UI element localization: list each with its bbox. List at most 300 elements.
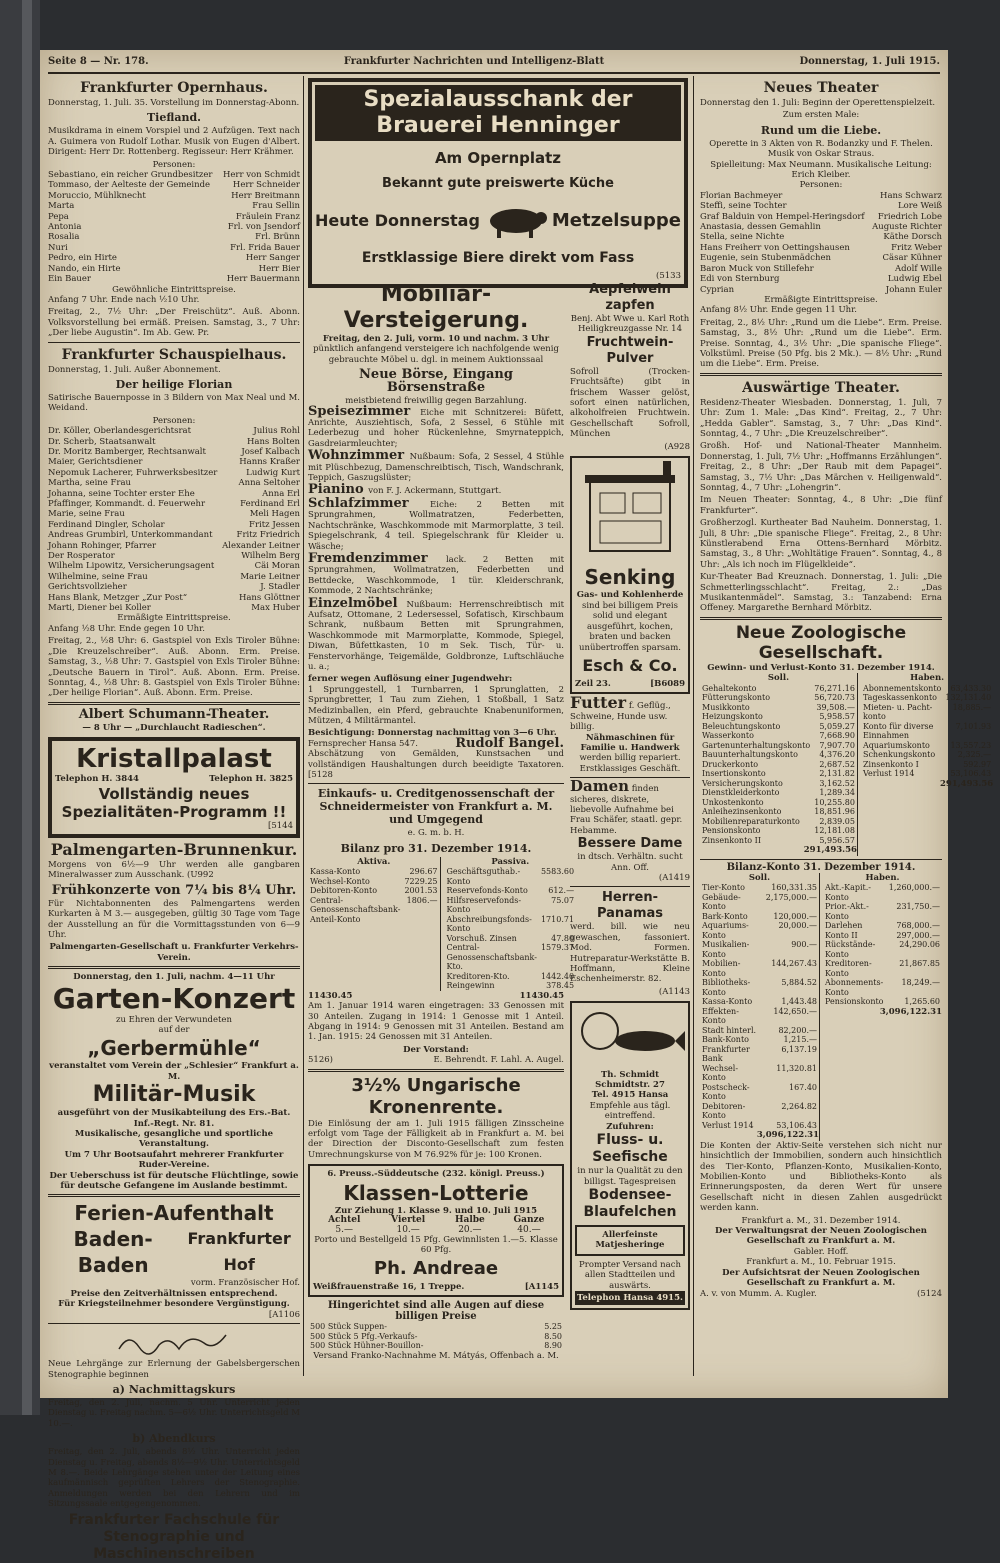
schneider-aktiva-label: Wechsel-Konto — [310, 876, 370, 886]
preise-row — [308, 1341, 564, 1351]
opernhaus-cast-role: Nuri — [48, 242, 68, 253]
zoo-bhaben-label: Rückstände-Konto — [825, 940, 876, 959]
zoo-bsoll-value: 1,443.48 — [781, 997, 817, 1007]
mobiliar-item — [308, 403, 564, 450]
schauspielhaus-cast-actor: Max Huber — [251, 603, 300, 614]
auswaertig-item: Großherzogl. Kurtheater Bad Nauheim. Donnerstag, 1. Juli, 8 Uhr: „Die spanische Fliege“. Freitag, 2., 8 Uhr: Künstlerabend Erna Ottens-Bernhard Mörbitz. Samstag, 3., 8 Uhr: „Wohltätige Frauen“. Sonntag, 4., 8 Uhr: „Als ich noch im Flügelkleide“. — [700, 518, 942, 570]
opernhaus-cast-actor: Herr Schneider — [232, 180, 300, 191]
neues-play: Rund um die Liebe. — [760, 123, 882, 137]
zoo-bsoll-value: 6,137.19 — [781, 1044, 817, 1054]
schneider-passiva-row — [445, 896, 577, 915]
mobiliar-item-text: Nußbaum: Herrenschreibtisch mit Aufsatz, Ottomane, 2 Ledersessel, Sofatisch, Kirschbaum Schrank, nußbaum Betten mit Sprungrahmen, Waschkommode mit Marmorplatte, Kommode, Spiegel, Diwan, Büfettkasten, 10 m Sek. Tisch, Tür- u. Fenstervorhänge, Teigemälde, Goldbronze, Luftschläuche u. a.; — [308, 599, 564, 672]
zoo-bhaben-label: Abonnements-Konto — [825, 978, 884, 997]
mobiliar-items — [308, 403, 564, 673]
neues-text: Operette in 3 Akten von R. Bodanzky und F. Thelen. Musik von Oskar Straus. — [709, 138, 933, 160]
zoo-soll-value: 10,255.80 — [814, 797, 855, 807]
schauspielhaus-title: Frankfurter Schauspielhaus. — [61, 346, 287, 363]
zoo-bsoll-label: Stadt hinterl. — [702, 1025, 757, 1035]
gartenkonzert-sub5: Musikalische, gesangliche und sportliche Veranstaltung. — [74, 1129, 274, 1150]
schneider-passiva-label: Kreditoren-Kto. — [446, 971, 510, 981]
schauspielhaus-cast-role: Marie, seine Frau — [48, 509, 125, 520]
zoo-haben-row — [861, 684, 993, 694]
apfelwein-ftext: Sofroll (Trocken-Fruchtsäfte) gibt in frischem Wasser gelöst, sofort einen natürlichen, alkoholfreien Fruchtwein. Geschellschaft Sofroll, München — [570, 366, 690, 440]
neues-next: Freitag, 2., 8½ Uhr: „Rund um die Liebe“. Erm. Preise. Samstag, 3., 8½ Uhr: „Rund um die Liebe“. Erm. Preise. Sonntag, 4., 3½ Uhr: „Die spanische Fliege“. Volkstüml. Preise (50 Pfg. bis 2 Mk.). — 8½ Uhr: „Rund um die Liebe“. Erm. Preise. — [700, 317, 942, 370]
palmengarten-konzert: Frühkonzerte von 7¼ bis 8¼ Uhr. — [51, 882, 297, 898]
lotterie-head-cell: Halbe — [454, 1215, 485, 1226]
zoo-soll-total: 291,493.56 — [803, 845, 857, 856]
zoo-bsoll-row — [700, 1026, 819, 1036]
lotterie-name: Ph. Andreae — [373, 1257, 499, 1279]
zoo-bsoll-value: 167.40 — [789, 1082, 817, 1092]
zoo-haben-value: 132,131.40 — [945, 693, 992, 703]
neues-cast-role: Anastasia, dessen Gemahlin — [700, 222, 821, 233]
henninger-left: Heute Donnerstag — [315, 211, 480, 230]
schneider-passiva-value: 612.— — [548, 886, 575, 896]
neues-title: Neues Theater — [763, 80, 879, 96]
auswaertig-item: Im Neuen Theater: Sonntag, 4., 8 Uhr: „Die fünf Frankfurter“. — [700, 495, 942, 516]
zoo-bhaben-value: 1,260,000.— — [888, 883, 940, 893]
schneider-passiva-value: 378.45 — [546, 981, 575, 991]
column-left — [48, 76, 300, 1562]
schauspielhaus-cast-role: Pfaffinger, Kommandt. d. Feuerwehr — [48, 499, 206, 509]
schneider-total-left: 11430.45 — [308, 990, 353, 1001]
zoo-haben-label: Schenkungskonto — [862, 750, 936, 760]
neues-cast-actor: Hans Schwarz — [880, 190, 942, 201]
auswaertig-items — [700, 398, 942, 614]
gartenkonzert-sub4: ausgeführt von der Musikabteilung des Ers.-Bat. Inf.-Regt. Nr. 81. — [57, 1108, 291, 1129]
zoo-date2: Frankfurt a. M., 10. Februar 1915. — [746, 1257, 896, 1268]
henninger-sub: Am Opernplatz — [434, 149, 562, 167]
auswaertig-title: Auswärtige Theater. — [742, 379, 900, 396]
ungarische-text: Die Einlösung der am 1. Juli 1915 fälligen Zinsscheine erfolgt vom Tage der Fälligkeit ab in Frankfurt a. M. bei der Direction der Disconto-Gesellschaft zum festen Umrechnungskurse von M 76.92% für je: 100 Kronen. — [308, 1118, 564, 1160]
senking-addr: Zeil 23. — [575, 678, 611, 689]
gartenkonzert-sub7: Der Ueberschuss ist für deutsche Flüchtlinge, sowie für deutsche Gefangene im Auslande bestimmt. — [49, 1170, 299, 1192]
schauspielhaus-times: Anfang ½8 Uhr. Ende gegen 10 Uhr. — [48, 623, 205, 634]
schauspielhaus-cast-actor: Cäi Moran — [254, 561, 300, 572]
schauspielhaus-cast-role: Ferdinand Dingler, Scholar — [48, 519, 165, 530]
schauspielhaus-play: Der heilige Florian — [115, 377, 233, 391]
preise-label: 500 Stück Hühner-Bouillon- — [310, 1341, 424, 1351]
zoo-soll-label: Druckerkonto — [702, 759, 759, 769]
zoo-soll-value: 18,851.96 — [814, 807, 855, 817]
newspaper-page — [40, 50, 994, 1562]
zoo-bsoll-row — [700, 1007, 819, 1026]
schauspielhaus-cast-actor: Hanns Kraßer — [239, 457, 300, 468]
zoo-haben-label: Mieten- u. Pacht-konto — [862, 702, 933, 722]
zoo-bsoll-label: Musikalien-Konto — [702, 940, 750, 959]
zoo-haben-label: Haben. — [910, 673, 945, 684]
zoo-haben-row — [861, 722, 993, 741]
kristallpalast-line2: Spezialitäten-Programm !! — [61, 802, 287, 821]
zoo-soll-label: Insertionskonto — [702, 769, 766, 779]
schauspielhaus-cast-actor: Alexander Leitner — [222, 540, 300, 551]
zoo-bhaben-row — [823, 940, 942, 959]
schneider-aktiva-row — [308, 896, 440, 925]
henninger-bottom: Erstklassige Biere direkt vom Fass — [361, 250, 635, 266]
zoo-bhaben-value: 1,265.60 — [904, 997, 940, 1007]
divider — [48, 1194, 300, 1197]
zoo-bsoll-label: Tier-Konto — [702, 883, 745, 893]
schneider-aktiva-value: 2001.53 — [404, 886, 438, 896]
preise-ad — [308, 1301, 564, 1361]
neues-cast-row — [700, 285, 942, 295]
gartenkonzert-ad — [48, 972, 300, 1191]
schneider-passiva-table — [445, 867, 577, 991]
ferien-row — [48, 1226, 300, 1278]
gartenkonzert-top: Donnerstag, den 1. Juli, nachm. 4—11 Uhr — [73, 972, 275, 983]
zoo-bsoll-value: 142,650.— — [773, 1006, 817, 1016]
schauspielhaus-cast-row — [48, 509, 300, 519]
zoo-council2: Der Aufsichtsrat der Neuen Zoologischen Gesellschaft zu Frankfurt a. M. — [722, 1267, 920, 1289]
zoo-soll-row — [700, 817, 857, 827]
zoo-bhaben-value: 24,290.06 — [899, 940, 940, 950]
senking-sub: Gas- und Kohlenherde — [576, 590, 684, 601]
preise-table — [308, 1322, 564, 1351]
zoo-bhaben-value: 297,000.— — [896, 930, 940, 940]
lotterie-addr-row — [313, 1282, 559, 1292]
neues-cast-row — [700, 264, 942, 274]
ferien-text1: Preise den Zeitverhältnissen entsprechend. — [70, 1288, 278, 1299]
henninger-code: (5133 — [656, 271, 681, 281]
preise-value: 5.25 — [544, 1322, 562, 1332]
schauspielhaus-cast-row — [48, 478, 300, 488]
schneider-passiva-row — [445, 867, 577, 886]
zoo-soll-value: 3,162.52 — [819, 778, 855, 788]
schneider-totals — [308, 991, 564, 1001]
zoo-soll-value: 5,059.27 — [819, 721, 855, 731]
futter-title: Futter — [570, 693, 627, 713]
apfelwein-text: Benj. Abt Wwe u. Karl Roth Heiligkreuzgasse Nr. 14 — [570, 314, 690, 335]
schneider-aktiva-value: 296.67 — [409, 867, 438, 877]
schmidt-matjes: Allerfeinste Matjesheringe — [575, 1225, 685, 1256]
zoo-haben-table — [861, 684, 993, 779]
zoo-bhaben-label: Prior.-Akt.-Konto — [825, 902, 869, 921]
schumann-section — [48, 708, 300, 733]
schmidt-zufuhr: Zufuhren: — [606, 1121, 654, 1132]
preise-footer: Versand Franko-Nachnahme M. Mátyás, Offenbach a. M. — [313, 1350, 559, 1361]
zoo-haben-value: 592.97 — [963, 759, 992, 769]
column-narrow — [570, 282, 690, 1382]
neues-cast — [700, 191, 942, 295]
zoo-bsoll-label: Bank-Konto — [702, 1035, 749, 1045]
zoo-bsoll-row — [700, 997, 819, 1007]
opernhaus-cast-role: Tommaso, der Aelteste der Gemeinde — [48, 180, 211, 191]
zoo-bsoll-label: Verlust 1914 — [702, 1120, 754, 1130]
schauspielhaus-cast-actor: Hans Bolten — [246, 436, 300, 447]
lotterie-ad — [308, 1164, 564, 1297]
divider — [48, 702, 300, 705]
futter-maschinen: Nähmaschinen für Familie u. Handwerk — [580, 732, 680, 753]
zoo-bsoll-value: 2,175,000.— — [765, 892, 817, 902]
schneider-passiva — [445, 857, 577, 991]
zoo-soll-label: Gehaltekonto — [702, 683, 757, 693]
zoo-bsoll-label: Aquariums-Konto — [702, 921, 749, 940]
zoo-haben-label: Verlust 1914 — [862, 769, 915, 779]
schauspielhaus-cast-actor: Hans Glöttner — [238, 592, 300, 603]
zoo-soll-row — [700, 731, 857, 741]
schmidt-footer: Prompter Versand nach allen Stadtteilen und auswärts. — [579, 1259, 681, 1291]
apfelwein-code: (A928 — [664, 441, 690, 452]
zoo-bsoll-value: 900.— — [791, 940, 817, 950]
mobiliar-sub3: ferner wegen Auflösung einer Jugendwehr: — [308, 674, 513, 685]
schauspielhaus-cast-role: Nepomuk Lacherer, Fuhrwerksbesitzer — [48, 467, 218, 478]
zoo-soll-label: Anleihezinsenkonto — [702, 807, 782, 817]
steno-b-label: b) Abendkurs — [132, 1432, 216, 1446]
schauspielhaus-cast-role: Wilhelm Lipowitz, Versicherungsagent — [48, 561, 215, 572]
mobiliar-item-text: Eiche mit Schnitzerei: Büfett, Anrichte, Ausziehtisch, Sofa, 2 Sessel, 6 Stühle mit Lederbezug und hoher Rückenlehne, Smyrnateppich, Gasdreiarmleuchter; — [308, 407, 564, 449]
column-rule — [303, 76, 304, 1376]
lotterie-table — [313, 1216, 559, 1235]
zoo-names1: Gabler. Hoff. — [793, 1246, 849, 1257]
zoo-haben-row — [861, 750, 993, 760]
zoo-soll-row — [700, 684, 857, 694]
zoo-haben — [861, 673, 993, 855]
mobiliar-item-head: Fremdenzimmer — [308, 550, 446, 566]
zoo-note: Die Konten der Aktiv-Seite verstehen sich nicht nur hinsichtlich der Immobilien, sondern auch hinsichtlich des Tier-Konto, Pflanzen-Konto, Musikalien-Konto, Mobilien-Konto und Bibliotheks-Konto als Erinnerungsposten, da deren Wert für unsere Gesellschaft nicht in diesen Zahlen ausgedrückt werden kann. — [700, 1140, 942, 1214]
zoo-bhaben-table — [823, 883, 942, 1007]
zoo-bsoll-row — [700, 1083, 819, 1102]
mobiliar-item-head: Wohnzimmer — [308, 448, 410, 464]
panamas-code: (A1143 — [658, 986, 690, 997]
zoo-soll-row — [700, 769, 857, 779]
zoo-bsoll-row — [700, 940, 819, 959]
schauspielhaus-cast-actor: Ludwig Kurt — [246, 467, 300, 478]
lotterie-head-cell: Ganze — [513, 1215, 545, 1226]
mobiliar-item — [308, 448, 564, 484]
schauspielhaus-cast-actor: Meli Hagen — [249, 509, 300, 520]
opernhaus-cast-actor: Frau Sellin — [252, 201, 300, 212]
lotterie-price-cell: 20.— — [458, 1224, 482, 1235]
schneider-aktiva-row — [308, 867, 440, 877]
kristallpalast-title: Kristallpalast — [76, 744, 272, 775]
zoo-haben-value: 2,325.— — [957, 750, 992, 760]
preise-row — [308, 1322, 564, 1332]
neues-cast-actor: Ludwig Ebel — [887, 274, 942, 285]
divider — [48, 1323, 300, 1324]
lotterie-price-cell: 5.— — [335, 1224, 354, 1235]
henninger-line1: Bekannt gute preiswerte Küche — [382, 176, 614, 191]
schneider-passiva-label: Abschreibungsfonds-Konto — [446, 914, 532, 934]
schneider-passiva-label: Vorschuß. Zinsen — [446, 933, 517, 943]
zoo-haben-value: 53,106.43 — [950, 769, 992, 779]
schneider-names-row — [308, 1055, 564, 1065]
zoo-bsoll-label: Mobilien-Konto — [702, 959, 741, 978]
opernhaus-cast-role: Ein Bauer — [48, 274, 91, 285]
palmengarten-section — [48, 839, 300, 963]
schauspielhaus-cast-row — [48, 603, 300, 613]
preise-title: Hingerichtet sind alle Augen auf diese billigen Preise — [327, 1300, 545, 1322]
opernhaus-cast-actor: Herr von Schmidt — [222, 170, 300, 181]
neues-cast-role: Florian Bachmeyer — [700, 190, 783, 201]
mobiliar-section — [308, 282, 564, 780]
schauspielhaus-cast-role: Hans Blank, Metzger „Zur Post“ — [48, 592, 188, 603]
schauspielhaus-cast-role: Maier, Gerichtsdiener — [48, 457, 143, 468]
zoo-soll-value: 39,508.— — [816, 702, 855, 712]
zoo-haben-row — [861, 703, 993, 722]
ferien-hotel: Frankfurter Hof — [187, 1229, 291, 1275]
opernhaus-times: Anfang 7 Uhr. Ende nach ½10 Uhr. — [48, 294, 200, 305]
zoo-bhaben-label: Pensionskonto — [825, 997, 884, 1007]
preise-value: 8.50 — [544, 1331, 562, 1341]
lotterie-porto: Porto und Bestellgeld 15 Pfg. Gewinnlisten 1.—5. Klasse 60 Pfg. — [314, 1235, 558, 1256]
schauspielhaus-cast-role: Wilhelmine, seine Frau — [48, 571, 148, 582]
henninger-ad — [308, 78, 688, 288]
mobiliar-title: Mobiliar-Versteigerung. — [343, 282, 529, 333]
zoo-bsoll-label: Wechsel-Konto — [702, 1063, 739, 1083]
mobiliar-sign-row — [308, 735, 564, 751]
mobiliar-place: Neue Börse, Eingang Börsenstraße — [359, 367, 513, 396]
zoo-bsoll-value: 2,264.82 — [781, 1101, 817, 1111]
opernhaus-cast-row — [48, 243, 300, 253]
zoo-soll-value: 1,289.34 — [819, 788, 855, 798]
schauspielhaus-cast-actor: Anna Erl — [262, 488, 300, 499]
preise-value: 8.90 — [544, 1341, 562, 1351]
zoo-soll-value: 2,131.82 — [819, 769, 855, 779]
opernhaus-cast-actor: Herr Sanger — [245, 253, 300, 264]
auswaertig-item: Großh. Hof- und National-Theater Mannheim. Donnerstag, 1. Juli, 7½ Uhr: „Hoffmanns Erzählungen“. Freitag, 2., 8 Uhr: „Der Raub mit dem Papagei“. Samstag, 3., 7½ Uhr: „Das Märchen v. Heiligenwald“. Sonntag, 4., 7 Uhr: „Lohengrin“. — [700, 441, 942, 493]
lotterie-prices — [313, 1226, 559, 1236]
schneider-section — [308, 787, 575, 1066]
schauspielhaus-cast-row — [48, 561, 300, 571]
schneider-aktiva-table — [308, 867, 440, 924]
kristallpalast-phone-1: Telephon H. 3844 — [55, 774, 139, 785]
lotterie-sub: Zur Ziehung 1. Klasse 9. und 10. Juli 1915 — [334, 1205, 538, 1216]
neues-cast-role: Baron Muck von Stillefehr — [700, 263, 814, 274]
zoo-bhaben-total: 3,096,122.31 — [879, 1006, 942, 1017]
opernhaus-section — [48, 80, 300, 339]
zoo-haben-row — [861, 693, 993, 703]
ferien-code: [A1106 — [268, 1309, 300, 1320]
zoo-soll-row — [700, 741, 857, 751]
opernhaus-cast-role: Marta — [48, 201, 75, 212]
opernhaus-cast-actor: Frl. Frida Bauer — [230, 242, 300, 253]
zoo-soll-label: Gartenunterhaltungskonto — [702, 740, 811, 750]
zoo-bhaben-row — [823, 997, 942, 1007]
zoo-soll-value: 56,720.73 — [814, 693, 855, 703]
schneider-names: E. Behrendt. F. Lahl. A. Augel. — [433, 1055, 564, 1066]
zoo-soll-row — [700, 798, 857, 808]
neues-cast-actor: Lore Weiß — [897, 201, 942, 212]
opernhaus-cast-role: Rosalia — [48, 232, 80, 243]
schauspielhaus-cast-actor: Anna Seltoher — [238, 478, 300, 489]
neues-first: Zum ersten Male: — [782, 110, 860, 121]
schmidt-tel2: Telephon Hansa 4915. — [575, 1291, 685, 1305]
neues-cast-role: Hans Freiherr von Oettingshausen — [700, 242, 850, 253]
schauspielhaus-cast-row — [48, 541, 300, 551]
divider — [570, 886, 690, 887]
henninger-row — [315, 203, 681, 239]
schauspielhaus-cast-actor: Ferdinand Erl — [240, 499, 300, 509]
opernhaus-cast-role: Sebastiano, ein reicher Grundbesitzer — [48, 170, 213, 181]
opernhaus-cast-actor: Herr Bauermann — [226, 274, 300, 285]
mobiliar-date: Freitag, den 2. Juli, vorm. 10 und nachm. 3 Uhr — [322, 334, 550, 344]
schauspielhaus-persons-label: Personen: — [152, 415, 196, 426]
senking-addr-row — [575, 679, 685, 689]
ungarische-section — [308, 1075, 564, 1161]
zoo-bsoll-row — [700, 893, 819, 912]
schneider-passiva-value: 75.07 — [551, 895, 575, 905]
neues-leitung: Spielleitung: Max Neumann. Musikalische Leitung: Erich Kleiber. — [710, 159, 932, 181]
header-right: Donnerstag, 1. Juli 1915. — [799, 56, 940, 67]
schauspielhaus-next: Freitag, 2., ½8 Uhr: 6. Gastspiel von Exls Tiroler Bühne: „Die Kreuzelschreiber“. Auß. Abonn. Erm. Preise. Samstag, 3., ½8 Uhr: 7. Gastspiel von Exls Tiroler Bühne: „Deutsche Bauern in Tirol“. Auß. Abonn. Erm. Preise. Sonntag, 4., ½8 Uhr: 8. Gastspiel von Exls Tiroler Bühne: „Der heilige Florian“. Auß. Abonn. Erm. Preise. — [48, 636, 300, 699]
lotterie-code: [A1145 — [524, 1281, 559, 1292]
zoo-haben-label: Abonnementskonto — [862, 683, 942, 693]
auswaertig-item: Residenz-Theater Wiesbaden. Donnerstag, 1. Juli, 7 Uhr: Zum 1. Male: „Das Kind“. Freitag, 2., 7 Uhr: „Hedda Gabler“. Samstag, 3., 7 Uhr: „Das Kind“. Sonntag, 4., 7 Uhr: „Die Kreuzelschreiber“. — [700, 397, 942, 439]
senking-ad — [570, 456, 690, 694]
panamas-section — [570, 890, 690, 997]
schauspielhaus-cast-row — [48, 530, 300, 540]
kristallpalast-line1: Vollständig neues — [98, 784, 250, 803]
opernhaus-cast-actor: Frl. Brünn — [255, 232, 300, 243]
zoo-soll — [700, 673, 858, 855]
ferien-hotel-sub: vorm. Französischer Hof. — [190, 1278, 300, 1289]
opernhaus-cast — [48, 170, 300, 284]
opernhaus-cast-role: Pepa — [48, 211, 69, 222]
schneider-passiva-value: 1710.71 — [540, 914, 575, 924]
opernhaus-cast-row — [48, 170, 300, 180]
futter-section — [570, 693, 690, 774]
lotterie-addr: Weißfrauenstraße 16, 1 Treppe. — [313, 1281, 465, 1292]
zoo-bsoll-value: 53,106.43 — [776, 1120, 817, 1130]
senking-code: [B6089 — [650, 678, 685, 689]
zoo-soll-label: Soll. — [767, 673, 790, 684]
zoo-soll-row — [700, 807, 857, 817]
opernhaus-cast-role: Nando, ein Hirte — [48, 263, 121, 274]
schauspielhaus-cast — [48, 426, 300, 613]
steno-section — [48, 1359, 300, 1562]
schneider-members: Am 1. Januar 1914 waren eingetragen: 33 Genossen mit 30 Anteilen. Zugang in 1914: 1 Genosse mit 1 Anteil. Abgang in 1914: 9 Genossen mit 31 Anteilen. Bestand am 1. Jan. 1915: 24 Genossen mit 31 Anteilen. — [308, 1001, 564, 1043]
zoo-soll-label: Beleuchtungskonto — [702, 721, 781, 731]
zoo-haben-label: Aquariumskonto — [862, 740, 930, 750]
steno-intro: Neue Lehrgänge zur Erlernung der Gabelsbergerschen Stenographie beginnen — [48, 1359, 300, 1380]
schneider-aktiva-label: Kassa-Konto — [310, 867, 361, 877]
schauspielhaus-cast-row — [48, 520, 300, 530]
neues-cast-role: Graf Balduin von Hempel-Heringsdorf — [700, 211, 865, 222]
zoo-haben-label: Tageskassenkonto — [862, 693, 937, 703]
zoo-soll-label: Zinsenkonto II — [702, 835, 761, 845]
damen-text: finden sicheres, diskrete, liebevolle Aufnahme bei Frau Schäfer, staatl. gepr. Hebamme. — [570, 784, 683, 836]
schauspielhaus-cast-actor: Fritz Friedrich — [236, 530, 300, 541]
zoo-gv: Gewinn- und Verlust-Konto 31. Dezember 1914. — [707, 662, 935, 673]
zoo-soll-label: Heizungskonto — [702, 712, 763, 722]
opernhaus-cast-role: Pedro, ein Hirte — [48, 253, 117, 264]
schauspielhaus-prices: Ermäßigte Eintrittspreise. — [117, 613, 231, 624]
opernhaus-cast-row — [48, 201, 300, 211]
zoo-bilanz: Bilanz-Konto 31. Dezember 1914. — [726, 861, 916, 873]
schneider-aktiva-label: Debitoren-Konto — [310, 886, 378, 896]
zoo-soll-row — [700, 760, 857, 770]
divider — [48, 342, 300, 343]
zoo-bsoll-value: 20,000.— — [778, 921, 817, 931]
damen-btext: in dtsch. Verhältn. sucht Ann. Off. — [577, 852, 683, 873]
zoo-bhaben-value: 231,750.— — [896, 902, 940, 912]
opernhaus-cast-row — [48, 180, 300, 190]
schauspielhaus-cast-role: Johann Rohinger, Pfarrer — [48, 540, 157, 551]
schauspielhaus-text: Satirische Bauernposse in 3 Bildern von Max Neal und M. Weidand. — [48, 392, 300, 414]
schneider-bilanz: Bilanz pro 31. Dezember 1914. — [340, 841, 532, 855]
senking-firm: Esch & Co. — [582, 655, 678, 675]
gartenkonzert-sub6: Um 7 Uhr Bootsaufahrt mehrerer Frankfurter Ruder-Vereine. — [64, 1149, 284, 1171]
fishmonger-illustration-icon — [575, 1006, 685, 1066]
neues-cast-row — [700, 212, 942, 222]
zoo-soll-row — [700, 693, 857, 703]
zoo-gv-tables — [700, 673, 994, 856]
schauspielhaus-date: Donnerstag, 1. Juli. Außer Abonnement. — [48, 364, 221, 375]
column-center — [308, 282, 575, 1382]
zoo-bsoll-row — [700, 1045, 819, 1064]
divider — [308, 783, 564, 784]
neues-persons-label: Personen: — [799, 180, 843, 191]
